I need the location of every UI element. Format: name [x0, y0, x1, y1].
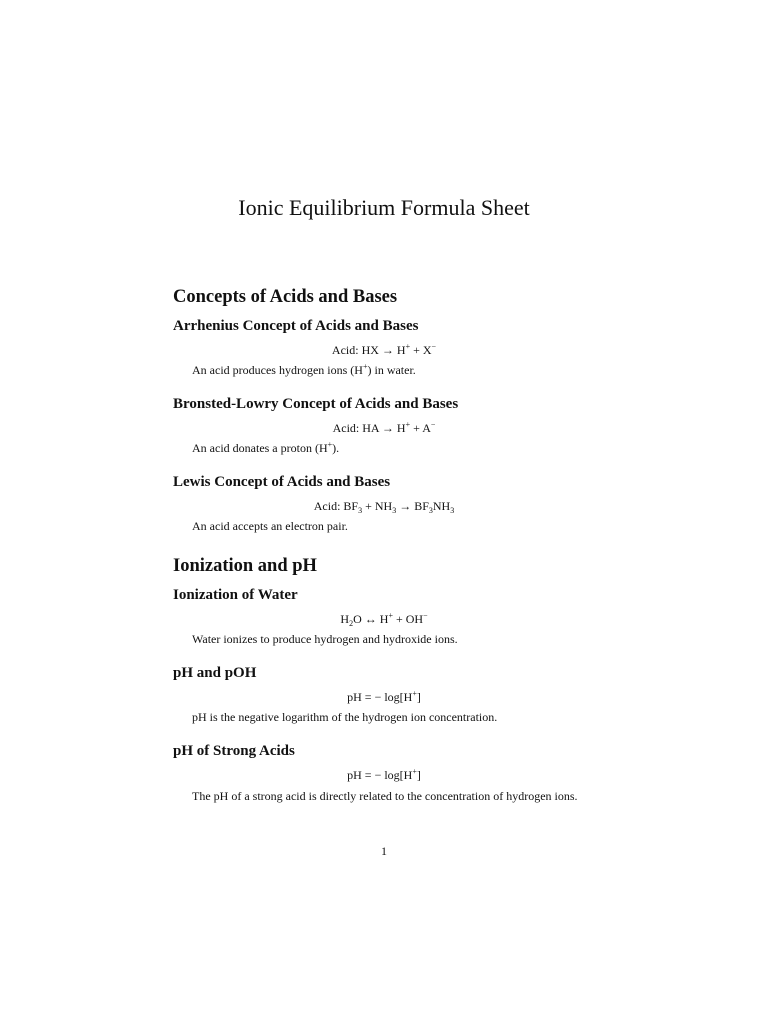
paragraph-ph-poh: pH is the negative logarithm of the hydrogen ion concentration.: [192, 710, 498, 724]
subsection-heading-ph-poh: pH and pOH: [173, 665, 257, 681]
equation-lewis: Acid: $BF_3 + NH_3 \to BF_3NH_3$: [313, 499, 455, 515]
equation-ionization-water: $H_2O$ ↔ H+ + OH−: [340, 611, 428, 628]
equation-arrhenius: Acid: HX → H+ + X−: [331, 342, 437, 357]
paragraph-arrhenius: An acid produces hydrogen ions (H+) in water.: [192, 362, 416, 377]
document-title: Ionic Equilibrium Formula Sheet: [238, 195, 530, 220]
subsection-heading-ph-strong-acids: pH of Strong Acids: [173, 743, 295, 759]
paragraph-bronsted-lowry: An acid donates a proton (H+).: [192, 440, 340, 455]
subsection-heading-ionization-water: Ionization of Water: [173, 587, 298, 603]
equation-bronsted-lowry: Acid: HA → H+ + A−: [332, 420, 436, 435]
paragraph-lewis: An acid accepts an electron pair.: [192, 519, 348, 533]
equation-ph-strong-acids: pH = − log[H+]: [347, 767, 421, 782]
section-heading-acids-bases: Concepts of Acids and Bases: [173, 287, 398, 307]
section-heading-ionization-ph: Ionization and pH: [173, 556, 317, 576]
page-number: 1: [381, 844, 387, 858]
paragraph-ph-strong-acids: The pH of a strong acid is directly related to the concentration of hydrogen ions.: [192, 789, 578, 803]
subsection-heading-bronsted-lowry: Bronsted-Lowry Concept of Acids and Bases: [173, 396, 459, 412]
subsection-heading-lewis: Lewis Concept of Acids and Bases: [173, 474, 391, 490]
equation-ph-poh: pH = − log[H+]: [347, 689, 421, 704]
subsection-heading-arrhenius: Arrhenius Concept of Acids and Bases: [173, 318, 419, 334]
paragraph-ionization-water: Water ionizes to produce hydrogen and hydroxide ions.: [192, 632, 458, 646]
